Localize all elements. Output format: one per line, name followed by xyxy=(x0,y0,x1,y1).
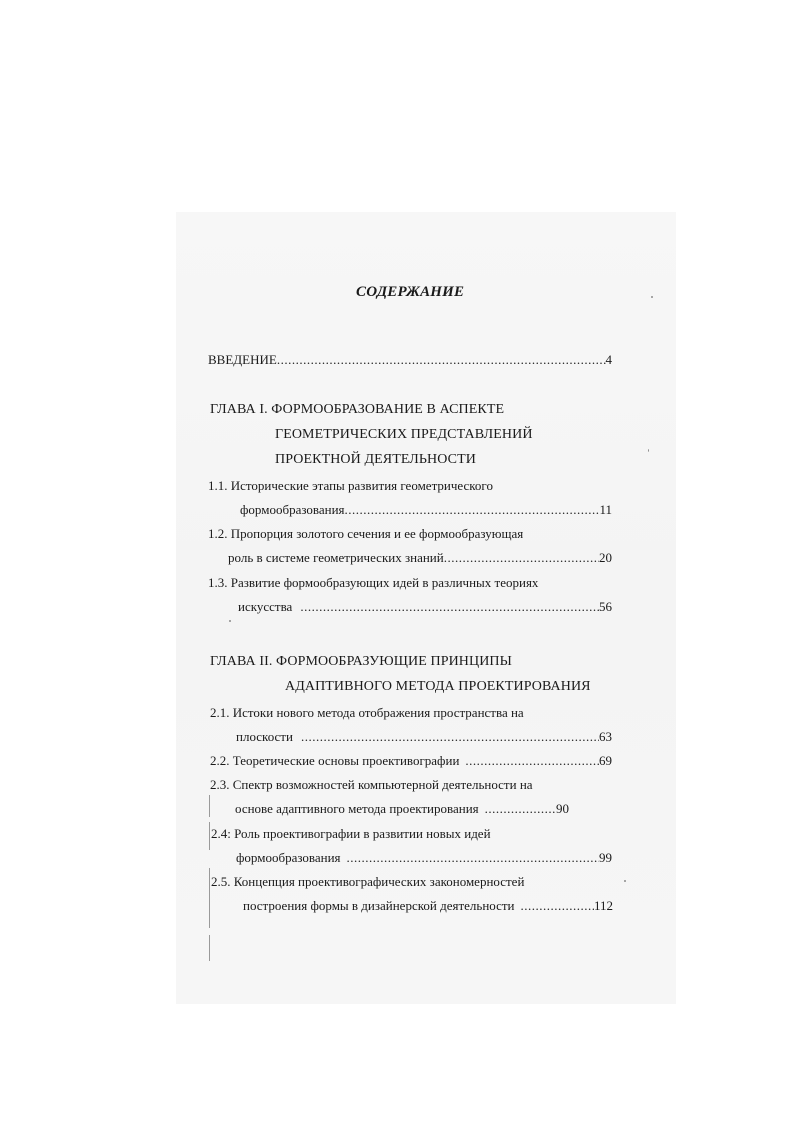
toc-page-number: 69 xyxy=(599,753,612,768)
toc-section-title: 2.1. Истоки нового метода отображения пространства на xyxy=(210,705,524,720)
scan-speck xyxy=(648,449,649,452)
chapter-heading: ГЕОМЕТРИЧЕСКИХ ПРЕДСТАВЛЕНИЙ xyxy=(275,427,533,442)
toc-leader-dots xyxy=(465,753,599,769)
toc-page-number: 63 xyxy=(599,729,612,744)
toc-page-number: 4 xyxy=(605,352,612,367)
toc-leader-dots xyxy=(521,898,594,914)
toc-section-title: искусства xyxy=(238,599,293,614)
toc-section-entry xyxy=(240,502,612,518)
toc-section-title: 2.5. Концепция проективографических закономерностей xyxy=(211,874,525,889)
toc-section-entry xyxy=(243,898,613,914)
toc-section-title: 2.3. Спектр возможностей компьютерной деятельности на xyxy=(210,777,533,792)
toc-section-title: 1.3. Развитие формообразующих идей в различных теориях xyxy=(208,575,539,590)
chapter-heading: ПРОЕКТНОЙ ДЕЯТЕЛЬНОСТИ xyxy=(275,452,476,467)
toc-section-title: формообразования xyxy=(236,850,341,865)
toc-leader-dots xyxy=(300,599,599,615)
toc-section-entry xyxy=(210,753,612,769)
scan-margin-line xyxy=(209,822,210,850)
chapter-heading: ГЛАВА I. ФОРМООБРАЗОВАНИЕ В АСПЕКТЕ xyxy=(210,402,505,417)
scan-margin-line xyxy=(209,935,210,961)
toc-section-title: основе адаптивного метода проектирования xyxy=(235,801,479,816)
toc-section-title: 1.2. Пропорция золотого сечения и ее формообразующая xyxy=(208,526,524,541)
toc-leader-dots xyxy=(347,850,599,866)
scan-speck xyxy=(229,620,231,622)
toc-page-number: 20 xyxy=(599,550,612,565)
toc-section-title: построения формы в дизайнерской деятельности xyxy=(243,898,515,913)
toc-section-title: 2.2. Теоретические основы проективографии xyxy=(210,753,460,768)
toc-leader-dots xyxy=(345,502,600,518)
toc-section-entry xyxy=(236,729,612,745)
chapter-heading: АДАПТИВНОГО МЕТОДА ПРОЕКТИРОВАНИЯ xyxy=(285,679,591,694)
toc-section-entry xyxy=(236,850,612,866)
toc-page-number: 112 xyxy=(593,898,613,913)
toc-section-title: 2.4: Роль проективографии в развитии новых идей xyxy=(211,826,491,841)
toc-section-title: роль в системе геометрических знаний xyxy=(228,550,444,565)
scan-speck xyxy=(651,296,653,298)
toc-leader-dots xyxy=(301,729,599,745)
toc-page-number: 56 xyxy=(599,599,612,614)
toc-section-title: формообразования xyxy=(240,502,345,517)
page-title: СОДЕРЖАНИЕ xyxy=(356,284,465,300)
toc-section-title: 1.1. Исторические этапы развития геометрического xyxy=(208,478,493,493)
toc-section-entry xyxy=(235,801,569,817)
toc-entry-label: ВВЕДЕНИЕ xyxy=(208,352,277,367)
toc-leader-dots xyxy=(277,352,606,368)
toc-page-number: 90 xyxy=(556,801,569,816)
toc-section-entry xyxy=(228,550,612,566)
toc-leader-dots xyxy=(485,801,556,817)
toc-leader-dots xyxy=(444,550,599,566)
toc-page-number: 11 xyxy=(599,502,612,517)
scan-margin-line xyxy=(209,795,210,817)
scan-speck xyxy=(624,880,626,882)
scan-margin-line xyxy=(209,868,210,928)
toc-page-number: 99 xyxy=(599,850,612,865)
toc-section-entry xyxy=(238,599,612,615)
toc-section-title: плоскости xyxy=(236,729,293,744)
chapter-heading: ГЛАВА II. ФОРМООБРАЗУЮЩИЕ ПРИНЦИПЫ xyxy=(210,654,512,669)
toc-entry-intro xyxy=(208,352,612,368)
